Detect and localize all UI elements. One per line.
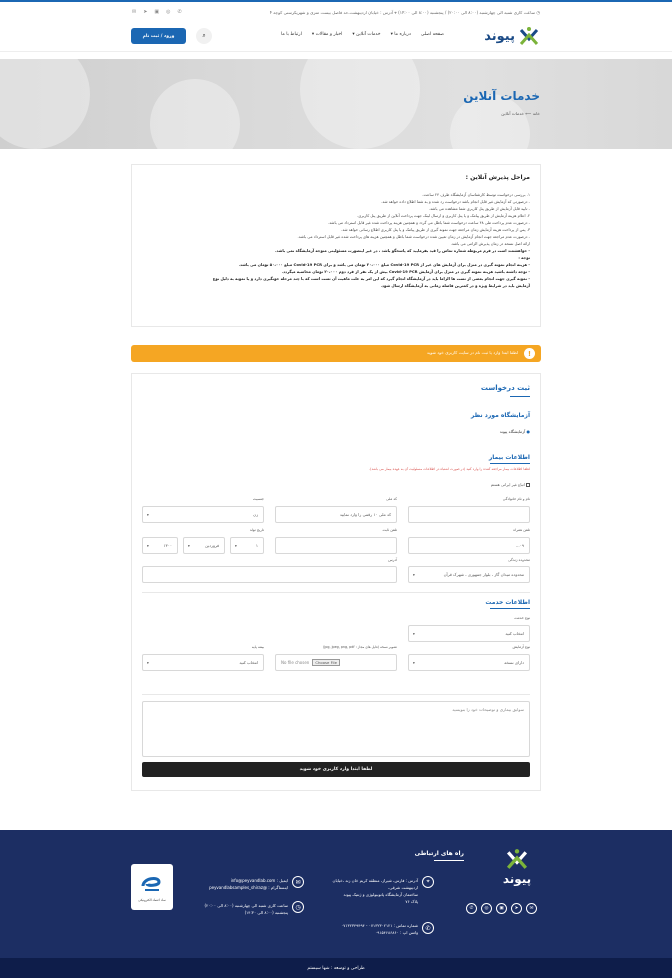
site-logo[interactable]: [465, 25, 540, 47]
footer-phones: [341, 922, 418, 936]
instagram-icon[interactable]: ▣: [154, 9, 160, 15]
step-line: ۱. بررسی درخواست توسط کارشناسان آزمایشگاه ظرف ۲۴ ساعت.: [422, 192, 530, 197]
steps-title: مراحل پذیرش آنلاین :: [465, 174, 530, 181]
phone-line[interactable]: واتس اپ : ۰۹۱۵۴۶۸۶۸۶۰: [375, 930, 418, 935]
whatsapp-icon[interactable]: ◎: [481, 903, 492, 914]
whatsapp-icon[interactable]: ◎: [166, 9, 171, 15]
area-value: محدوده میدان گاز ، بلوار جمهوری ، شهرک قرآن: [443, 572, 524, 577]
site-footer: [0, 830, 672, 978]
menu-label: خدمات آنلاین: [356, 32, 381, 37]
name-input[interactable]: [408, 506, 530, 523]
birth-day-value: ۱: [255, 543, 258, 548]
nid-label: کد ملی: [386, 497, 397, 501]
footer-instagram[interactable]: اینستاگرام : @peyvandlabsamples_shiraz: [209, 885, 288, 890]
menu-item-about[interactable]: درباره ما ▾: [390, 32, 411, 37]
notes-textarea[interactable]: [142, 701, 530, 757]
footer-socials: [466, 903, 537, 914]
step-line: ۲. اعلام هزینه آزمایش از طریق پیامک و یا پنل کاربری و ارسال لینک جهت پرداخت آنلاین از طریق پنل کاربری.: [357, 213, 530, 218]
info-icon: !: [524, 348, 535, 359]
chevron-down-icon: ▾: [235, 544, 237, 548]
birth-year-select[interactable]: [142, 537, 178, 554]
chevron-down-icon: ▾: [188, 544, 190, 548]
prescription-type-select[interactable]: [408, 654, 530, 671]
prescription-type-value: دارای نسخه: [504, 660, 524, 665]
address-line: اردیبهشت شرقی،: [388, 885, 418, 890]
login-alert: [131, 345, 541, 362]
gender-select[interactable]: [142, 506, 264, 523]
footer-address: [333, 877, 418, 905]
step-line: توجه :: [518, 255, 530, 260]
checkbox-label: اتباع غیر ایرانی هستم: [490, 482, 525, 487]
top-bar: [0, 2, 672, 22]
working-hours: ساعت کاری شنبه الی چهارشنبه (۸:۰۰ الی ۲۰:۰۰) / پنجشنبه (۸:۰۰ الی ۱۴:۰۰): [398, 10, 535, 15]
prescription-file-label: تصویر نسخه (فایل های مجاز : jpg, jpeg, png, pdf): [323, 645, 397, 649]
insurance-value: انتخاب کنید: [239, 660, 258, 665]
logo-mark-icon: [504, 848, 530, 870]
choose-file-button[interactable]: Choose File: [312, 659, 340, 666]
logo-text: پیوند: [484, 28, 515, 44]
birth-label: تاریخ تولد: [249, 528, 264, 532]
file-status: No file chosen: [281, 660, 310, 665]
chevron-down-icon: ▾: [147, 513, 149, 517]
address-line: پلاک ۷۶: [405, 899, 418, 904]
divider: [142, 592, 530, 593]
chevron-down-icon: ▾: [147, 661, 149, 665]
insurance2-label: بیمه پایه: [251, 645, 264, 649]
step-line: ارائه اصل نسخه در زمان پذیرش الزامی می باشد.: [450, 241, 530, 246]
phone-icon[interactable]: ✆: [177, 9, 182, 15]
step-line: - درصورت عدم مراجعه جهت انجام آزمایش در زمان تعیین شده درخواست شما باطل و همچنین هزینه های پرداخت شده غیر قابل استرداد می باشد.: [297, 234, 530, 239]
nid-placeholder: کد ملی ۱۰ رقمی را وارد نمایید: [339, 512, 391, 517]
page-title: خدمات آنلاین: [463, 89, 540, 103]
form-title: ثبت درخواست: [480, 384, 530, 392]
chevron-down-icon: ▾: [413, 632, 415, 636]
hero-decoration: [300, 59, 420, 149]
service-type-value: انتخاب کنید: [505, 631, 524, 636]
menu-item-services[interactable]: خدمات آنلاین ▾: [352, 32, 381, 37]
step-line: آزمایش باید در شرایط ویژه و در کمترین فاصله زمانی به آزمایشگاه ارسال شود.: [380, 283, 530, 288]
instagram-icon[interactable]: ▣: [496, 903, 507, 914]
page-hero: [0, 59, 672, 149]
envelope-icon: ✉: [292, 876, 304, 888]
service-section-title: اطلاعات خدمت: [485, 599, 530, 606]
birth-month-value: فروردین: [205, 543, 219, 548]
foreign-checkbox[interactable]: [526, 483, 530, 487]
main-menu: [281, 32, 444, 37]
clock-icon: ◷: [536, 10, 540, 15]
enamad-logo-icon: [139, 872, 165, 896]
section-underline: [490, 463, 530, 464]
birth-day-select[interactable]: [230, 537, 264, 554]
enamad-badge[interactable]: [131, 864, 173, 910]
topbar-address: آدرس : خیابان اردیبهشت،حد فاصل بیست متری و شهریکرستی کوچه ۴: [269, 10, 394, 15]
phone-line[interactable]: شماره تماس : ۰۷۱۳۲۳۰۲۱۲۱ - ۰۷۱۳۲۳۴۹۴۹۴: [341, 923, 418, 928]
foreign-checkbox-row[interactable]: [491, 482, 530, 487]
contact-title: راه های ارتباطی: [414, 850, 464, 857]
email-icon[interactable]: ✉: [132, 9, 137, 15]
phone-label: تلفن ثابت: [382, 528, 397, 532]
step-line: ۳. پس از پرداخت هزینه آزمایش زمان مراجعه جهت نمونه گیری از طریق پیامک و یا پنل کاربری اطلاع رسانی خواهد شد.: [341, 227, 530, 232]
service-type-label: نوع خدمت: [514, 616, 530, 620]
insurance-label: نوع آزمایش: [512, 645, 530, 649]
contact-title-underline: [434, 860, 464, 861]
hero-decoration: [0, 59, 90, 149]
service-type-select[interactable]: [408, 625, 530, 642]
login-register-button[interactable]: ورود / ثبت نام: [131, 28, 186, 44]
mobile-input[interactable]: [408, 537, 530, 554]
phone-input[interactable]: [275, 537, 397, 554]
logo-mark-icon: [518, 26, 540, 46]
breadcrumb[interactable]: خانه ⟵ خدمات آنلاین: [501, 111, 540, 116]
divider: [142, 694, 530, 695]
insurance-select[interactable]: [142, 654, 264, 671]
footer-hours: [205, 902, 288, 916]
lab-name-text: آزمایشگاه پیوند: [499, 429, 526, 434]
submit-button[interactable]: لطفا ابتدا وارد کاربری خود شوید: [142, 762, 530, 777]
lab-section-title: آزمایشگاه مورد نظر: [470, 412, 530, 419]
hours-line: پنجشنبه (۸:۰۰ الی ۱۴:۳۰): [244, 910, 288, 915]
step-line: - تایید قابل آزمایش از طریق پنل کاربری شما مشاهده می باشد.: [428, 206, 530, 211]
clock-icon: ◷: [292, 901, 304, 913]
topbar-info: [270, 10, 540, 15]
footer-logo[interactable]: [497, 848, 537, 893]
patient-note: لطفا اطلاعات بیمار مراجعه کننده را وارد کنید (در صورت اشتباه در اطلاعات مسئولیت آن به عهده بیمار می باشد).: [369, 467, 530, 471]
telegram-icon[interactable]: ➤: [511, 903, 522, 914]
topbar-socials: [132, 9, 182, 15]
name-label: نام و نام خانوادگی: [502, 497, 530, 501]
footer-email-block: [209, 877, 288, 891]
mobile-placeholder: ۰۹...: [515, 543, 524, 548]
menu-label: اخبار و مقالات: [315, 32, 343, 37]
chevron-down-icon: ▾: [413, 573, 415, 577]
step-line: - توجه داشته باشید هزینه نمونه گیری در منزل برای آزمایش Covid-19 PCR بیش از یک نفر از فرد دوم ۲۰،۰۰۰ تومان محاسبه میگردد.: [281, 269, 530, 274]
hero-decoration: [150, 79, 240, 149]
birth-year-value: ۱۳۰۰: [163, 543, 172, 548]
location-icon: ⌖: [422, 876, 434, 888]
address-line: ساختمان آزمایشگاه پاتوبیولوژی و ژنتیک پیوند: [343, 892, 418, 897]
chevron-down-icon: ▾: [147, 544, 149, 548]
address-input[interactable]: [142, 566, 397, 583]
menu-item-news[interactable]: اخبار و مقالات ▾: [311, 32, 343, 37]
prescription-file-input[interactable]: [275, 654, 397, 671]
chevron-down-icon: ▾: [413, 661, 415, 665]
lab-name: [500, 429, 530, 434]
area-label: محدوده زندگی: [508, 558, 530, 562]
mobile-label: تلفن همراه: [513, 528, 530, 532]
reception-steps-card: [131, 164, 541, 327]
hours-line: ساعت کاری شنبه الی چهارشنبه (۸:۰۰ الی ۲۰:۰۰): [204, 903, 288, 908]
footer-email[interactable]: ایمیل : info@peyvandlab.com: [230, 878, 288, 883]
step-line: - نمونه گیری جهت انجام بعضی از تست ها الزاما باید در آزمایشگاه انجام گیرد که این امر به علت ماهیت آن تست است که با چند مرحله خونگیری دارد و یا نمونه به دلیل نوع: [212, 276, 530, 281]
gender-value: زن: [253, 512, 258, 517]
location-icon: ⌖: [394, 10, 397, 15]
address-line: آدرس : فارس، شیراز، منطقه کریم خان زند ،خیابان: [332, 878, 418, 883]
nid-input[interactable]: [275, 506, 397, 523]
search-button[interactable]: [196, 28, 212, 44]
email-icon[interactable]: ✉: [526, 903, 537, 914]
step-line: - هزینه انجام نمونه گیری در منزل برای آزمایش های غیر از Covid-19 PCR مبلغ ۲۰،۰۰۰ تومان می باشد و برای Covid-19 PCR مبلغ ۵۰،۰۰۰ تومان می باشد.: [238, 262, 530, 267]
patient-section-title: اطلاعات بیمار: [488, 454, 530, 461]
footer-credit[interactable]: طراحی و توسعه : شها سیستم: [307, 965, 365, 971]
main-navbar: [0, 22, 672, 52]
request-form-card: [131, 373, 541, 791]
footer-logo-text: پیوند: [502, 872, 532, 886]
phone-icon[interactable]: ✆: [466, 903, 477, 914]
menu-label: درباره ما: [394, 32, 411, 37]
gender-label: جنسیت: [252, 497, 264, 501]
title-underline: [510, 396, 530, 397]
steps-list: [138, 191, 530, 289]
step-line: - خواهشمند است در فرم مربوطه شماره تماس را قید بفرمایید که پاسخگو باشد ، در غیر اینصورت مسئولیتی متوجه آزمایشگاه نمی باشد.: [274, 248, 530, 253]
phone-icon: ✆: [422, 922, 434, 934]
notes-placeholder: سوابق بیماری و توضیحات خود را بنویسید: [452, 707, 524, 712]
footer-credit-bar: [0, 958, 672, 978]
menu-item-home[interactable]: صفحه اصلی: [420, 32, 444, 37]
pin-icon: ●: [526, 429, 530, 434]
enamad-label: نماد اعتماد الکترونیکی: [138, 898, 166, 902]
birth-month-select[interactable]: [183, 537, 225, 554]
alert-message[interactable]: لطفا ابتدا وارد یا ثبت نام در سایت کاربری خود شوید: [426, 350, 518, 355]
telegram-icon[interactable]: ➤: [143, 9, 148, 15]
search-icon: ⌕: [202, 32, 206, 39]
address-label: آدرس: [388, 558, 397, 562]
step-line: - درصورتی که آزمایش غیر قابل انجام باشد درخواست رد شده و به شما اطلاع داده خواهد شد.: [381, 199, 530, 204]
step-line: - درصورت عدم پرداخت طی ۴۸ ساعت درخواست شما باطل می گردد و همچنین هزینه پرداخت شده غیر قابل استرداد می باشد.: [328, 220, 530, 225]
section-underline: [490, 608, 530, 609]
menu-item-contact[interactable]: ارتباط با ما: [281, 32, 302, 37]
area-select[interactable]: [408, 566, 530, 583]
